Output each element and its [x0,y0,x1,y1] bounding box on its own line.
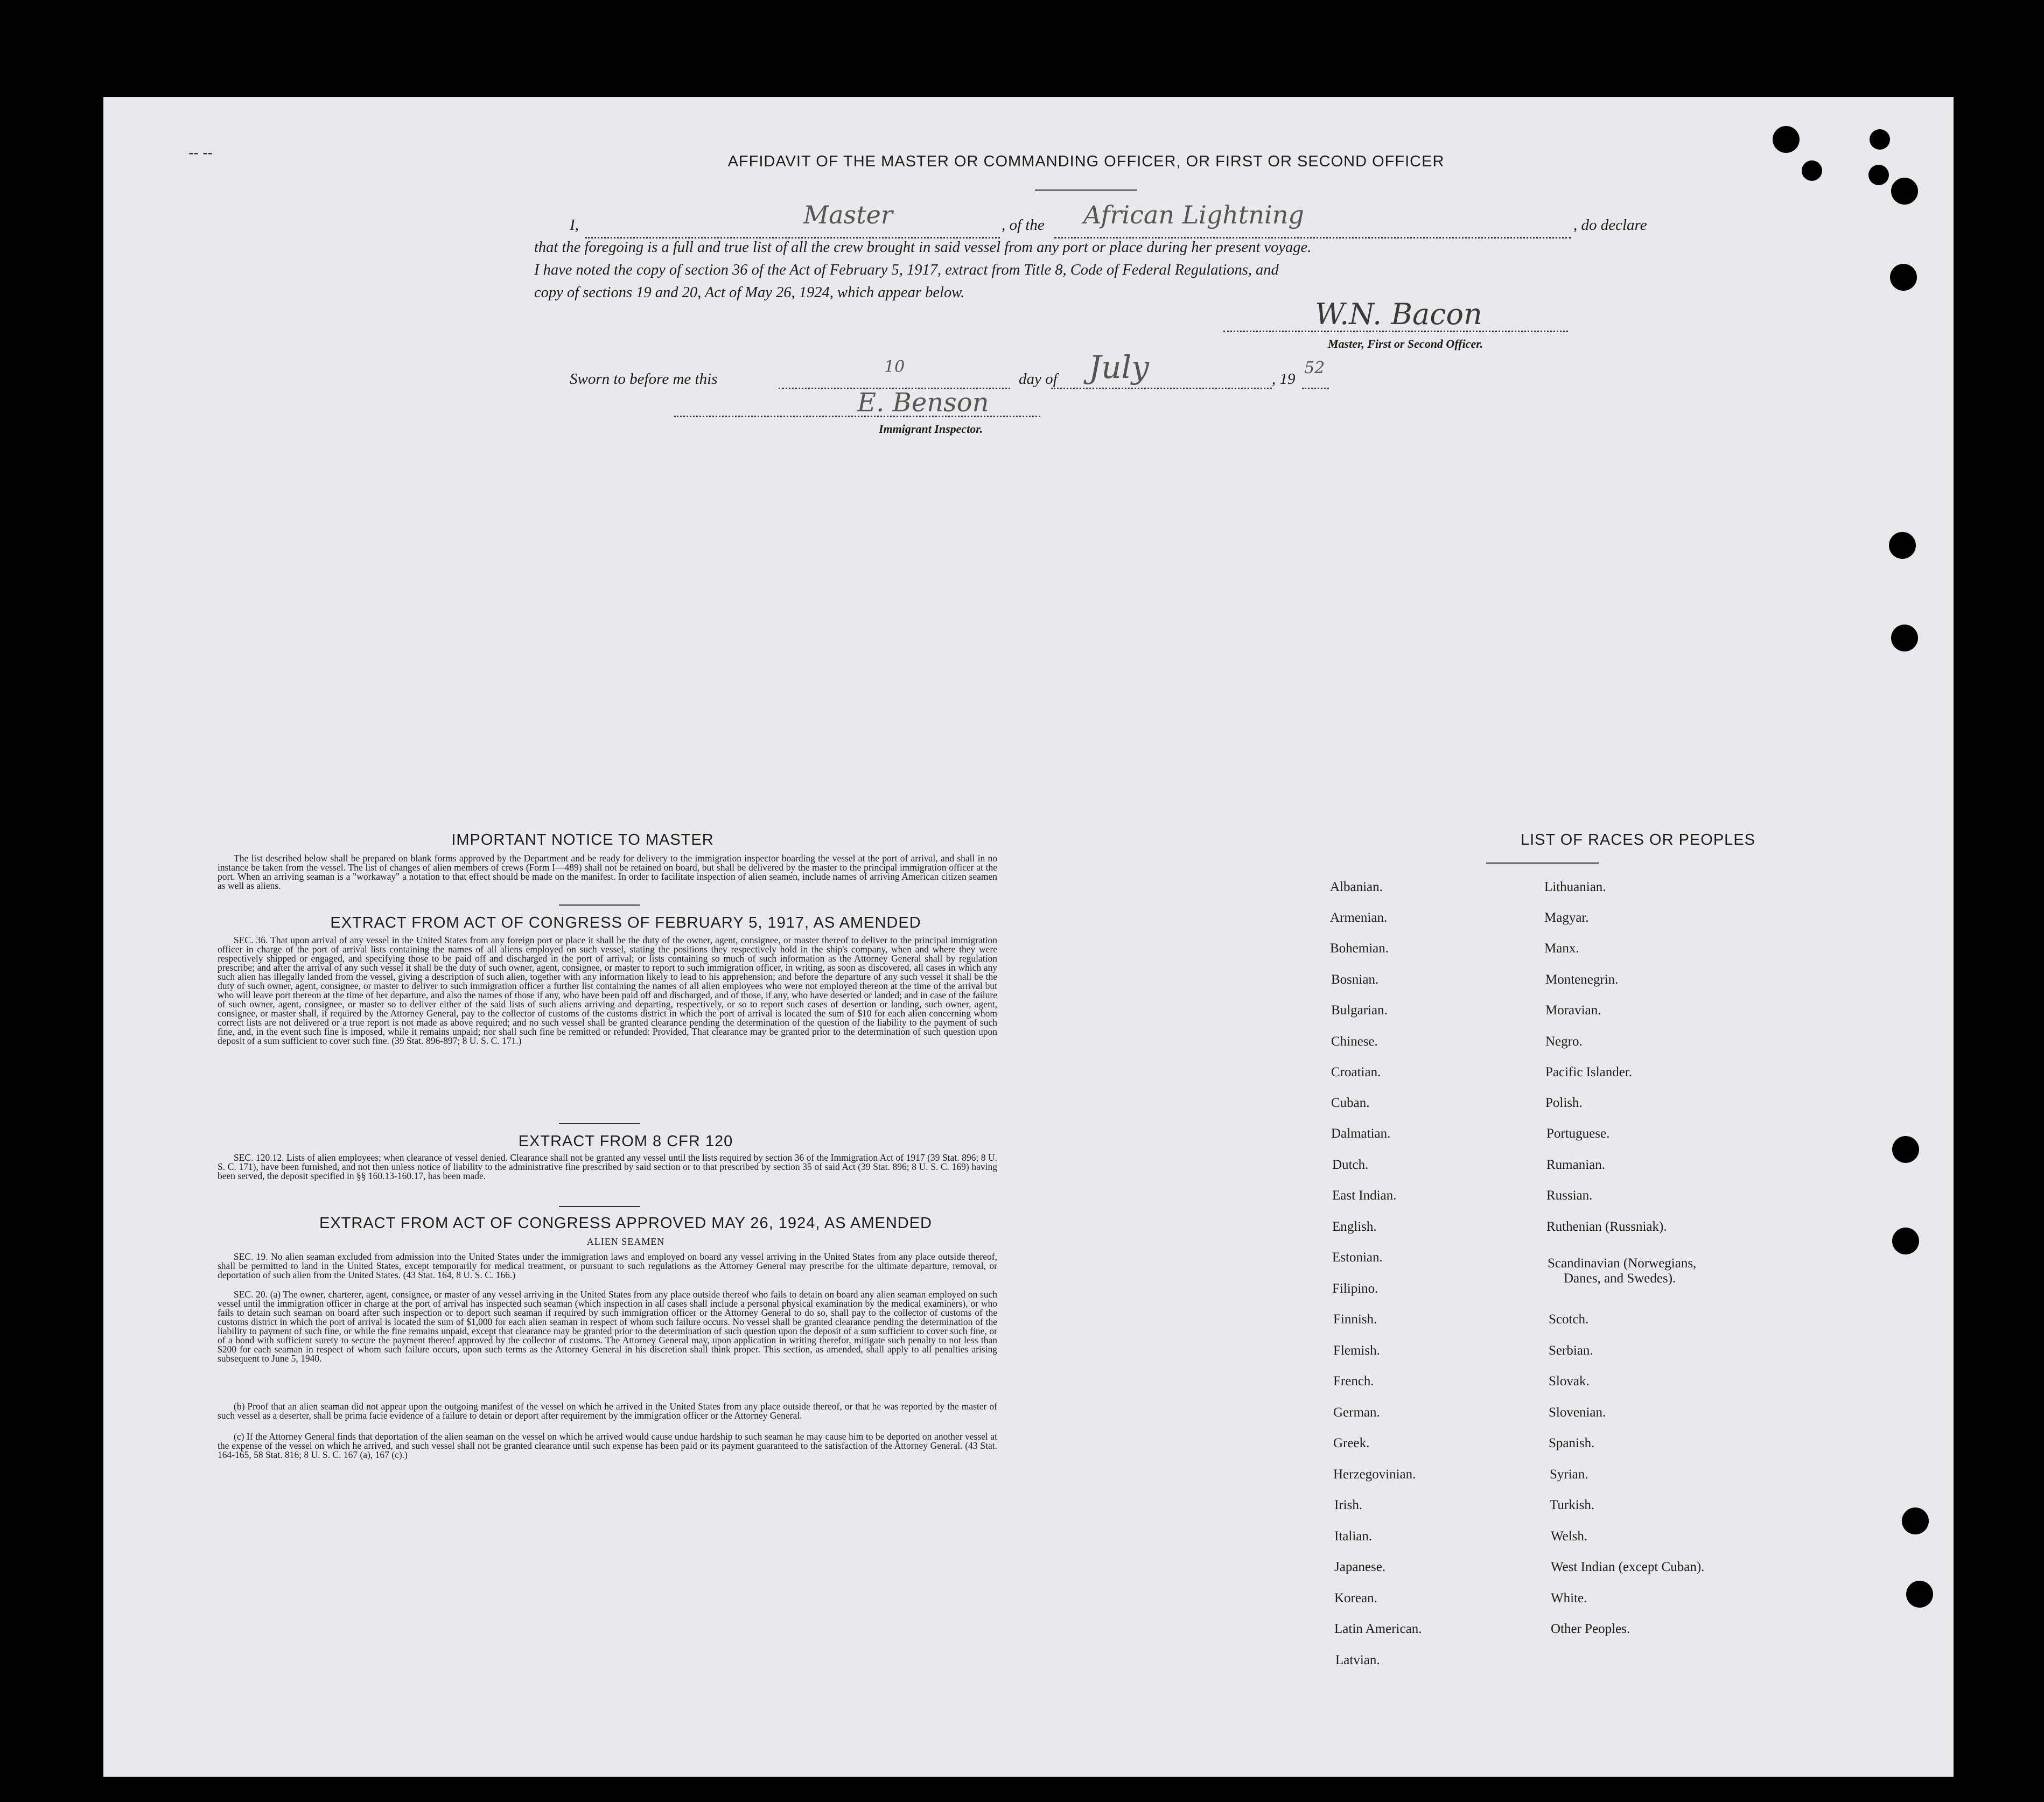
race-item: Bohemian. [1330,941,1389,956]
race-item: Moravian. [1545,1003,1601,1018]
race-item: Dalmatian. [1331,1126,1391,1141]
race-item: Finnish. [1333,1312,1377,1327]
notice-body: The list described below shall be prepared on blank forms approved by the Department and be ready for delivery to the immigration inspector boarding the vessel at the port of arrival, and shall in no instance be taken from the vessel. The list of changes of alien members of crews (Form I—489) shall not be retained on board, but shall be delivered by the master to the principal immigration officer at the port. When an arriving seaman is a "workaway" a notation to that effect should be made on the manifest. In order to facilitate inspection of alien seamen, include names of arriving American citizen seamen as well as aliens. [218,853,997,891]
race-item: English. [1332,1219,1377,1234]
race-item: Spanish. [1549,1436,1595,1450]
alien-seamen-subtitle: ALIEN SEAMEN [586,1236,665,1247]
race-item: Manx. [1544,941,1579,956]
race-item: German. [1333,1405,1380,1420]
race-item: Japanese. [1334,1560,1386,1574]
divider [559,1123,640,1124]
race-item: Scandinavian (Norwegians, [1548,1256,1697,1271]
race-item: Herzegovinian. [1333,1467,1416,1482]
punch-hole-icon [1892,1136,1919,1163]
divider [559,904,640,906]
handwritten-year: 52 [1304,359,1325,377]
sec-20a: SEC. 20. (a) The owner, charterer, agent, consignee, or master of any vessel arriving in the United States from any place outside thereof who fails to detain on board any alien seaman employed on such vessel until the immigration officer in charge at the port of arrival has inspected such seaman (which inspection in all cases shall include a personal physical examination by the medical examiners), or who fails to detain such seaman on board after such inspection or to deport such seaman if required by such immigration officer or the Attorney General to do so, shall pay to the collector of customs of the customs district in which the port of arrival is located the sum of $1,000 for each alien seaman in respect of whom such failure occurs. No vessel shall be granted clearance pending the determination of the liability to payment of such fine, or while the fine remains unpaid, except that clearance may be granted prior to the determination of such question upon the deposit of a sum sufficient to cover such fine, or of a bond with sufficient surety to secure the payment thereof approved by the collector of customs. The Attorney General may, upon application in writing therefor, mitigate such penalty to not less than $200 for each seaman in respect of whom such failure occurs, upon such terms as the Attorney General in his discretion shall think proper. This section, as amended, shall apply to all penalties arising subsequent to June 5, 1940. [218,1289,997,1364]
race-item: Pacific Islander. [1545,1065,1633,1079]
race-item: Montenegrin. [1545,972,1619,987]
race-item: Russian. [1546,1188,1593,1203]
punch-hole-icon [1890,264,1917,291]
race-item: Slovak. [1549,1374,1590,1389]
handwritten-master: Master [803,200,893,229]
affidavit-line-i: I, [570,216,579,234]
race-item: Estonian. [1332,1250,1383,1265]
race-item: Slovenian. [1549,1405,1606,1420]
document-sheet [103,97,1954,1777]
handwritten-day: 10 [884,357,905,376]
punch-hole-icon [1891,178,1918,205]
name-fill-line [585,219,1000,239]
punch-hole-icon [1870,129,1890,150]
divider [1035,190,1137,191]
race-item: Dutch. [1332,1158,1369,1172]
year-prefix: , 19 [1272,370,1296,388]
race-item: Chinese. [1331,1034,1378,1049]
race-item: Rumanian. [1546,1158,1606,1172]
extract-1924-title: EXTRACT FROM ACT OF CONGRESS APPROVED MAY 26, 1924, AS AMENDED [319,1215,932,1232]
race-item: White. [1551,1591,1587,1605]
punch-hole-icon [1889,532,1916,559]
inspector-caption: Immigrant Inspector. [879,422,983,436]
corner-mark: -- -- [188,144,213,161]
race-item: Magyar. [1544,910,1589,925]
affidavit-line-4: copy of sections 19 and 20, Act of May 26, 1924, which appear below. [534,284,965,301]
handwritten-month: July [1089,349,1149,385]
race-item: Serbian. [1549,1343,1593,1358]
race-item: Bosnian. [1331,972,1379,987]
punch-hole-icon [1868,165,1889,185]
affidavit-of-the: , of the [1002,216,1045,234]
race-item: Scotch. [1549,1312,1589,1327]
affidavit-declare: , do declare [1573,216,1647,234]
extract-cfr-title: EXTRACT FROM 8 CFR 120 [518,1133,733,1150]
master-signature: W.N. Bacon [1315,297,1482,331]
race-item: Cuban. [1331,1096,1370,1110]
race-item: Armenian. [1330,910,1388,925]
race-item: Greek. [1333,1436,1370,1450]
race-item: Welsh. [1551,1529,1588,1544]
punch-hole-icon [1891,625,1918,651]
race-item: Irish. [1334,1498,1363,1512]
race-item: Korean. [1334,1591,1377,1605]
race-item: Portuguese. [1546,1126,1610,1141]
race-item: West Indian (except Cuban). [1551,1560,1705,1574]
extract-cfr-body: SEC. 120.12. Lists of alien employees; when clearance of vessel denied. Clearance shall not be granted any vessel until the lists required by section 36 of the Immigration Act of 1917 (39 Stat. 896; 8 U. S. C. 171), have been furnished, and not then unless notice of liability to the administrative fine prescribed by said section or to that prescribed by section 35 of said Act (39 Stat. 896; 8 U. S. C. 169) having been served, the deposit specified in §§ 160.13-160.17, has been made. [218,1152,997,1181]
punch-hole-icon [1773,126,1800,153]
race-item: Syrian. [1550,1467,1588,1482]
sec-20b: (b) Proof that an alien seaman did not appear upon the outgoing manifest of the vessel on which he arrived in the United States from any place outside thereof, or that he was reported by the master of such vessel as a deserter, shall be prima facie evidence of a failure to detain or deport after requirement by the immigration officer or the Attorney General. [218,1401,997,1421]
handwritten-vessel: African Lightning [1083,200,1304,229]
divider [559,1206,640,1207]
signature-line [1223,329,1568,332]
race-item: Filipino. [1332,1281,1378,1296]
race-item: Latin American. [1334,1622,1422,1636]
extract-1917-title: EXTRACT FROM ACT OF CONGRESS OF FEBRUARY 5, 1917, AS AMENDED [330,914,921,931]
extract-1917-body: SEC. 36. That upon arrival of any vessel in the United States from any foreign port or place it shall be the duty of the owner, agent, consignee, or master thereof to deliver to the principal immigration officer in charge of the port of arrival lists containing the names of all aliens employed on such vessel, stating the positions they respectively hold in the ship's company, when and where they were respectively shipped or engaged, and specifying those to be paid off and discharged in the port of arrival; or lists containing so much of such information as the Attorney General shall by regulation prescribe; and after the arrival of any such vessel it shall be the duty of such owner, agent, consignee, or master to report to such immigration officer, in writing, as soon as discovered, all cases in which any such alien has illegally landed from the vessel, giving a description of such alien, together with any information likely to lead to his apprehension; and before the departure of any such vessel it shall be the duty of such owner, agent, consignee, or master to deliver to such immigration officer a further list containing the names of all alien employees who were not employed thereon at the time of the arrival but who will leave port thereon at the time of her departure, and also the names of those if any, who have been paid off and discharged, and of those, if any, who have deserted or landed; and in case of the failure of such owner, agent, consignee, or master so to deliver either of the said lists of such aliens arriving and departing, respectively, or so to report such cases of desertion or landing, such owner, agent, consignee, or master shall, if required by the Attorney General, pay to the collector of customs of the customs district in which the port of arrival is located the sum of $10 for each alien concerning whom correct lists are not delivered or a true report is not made as above required; and no such vessel shall be granted clearance pending the determination of the question of the liability to the payment of such fine, and, in the event such fine is imposed, while it remains unpaid; nor shall such fine be remitted or refunded: Provided, That clearance may be granted prior to the determination of such question upon deposit of a sum sufficient to cover such fine. (39 Stat. 896-897; 8 U. S. C. 171.) [218,935,997,1046]
notice-title: IMPORTANT NOTICE TO MASTER [451,831,714,849]
race-item: Other Peoples. [1551,1622,1630,1636]
race-item: Ruthenian (Russniak). [1546,1219,1667,1234]
race-item: Latvian. [1335,1653,1380,1667]
inspector-signature-line [674,415,1040,417]
punch-hole-icon [1902,1507,1929,1534]
punch-hole-icon [1892,1228,1919,1254]
divider [1486,863,1599,864]
month-fill-line [1051,371,1272,389]
race-item: Polish. [1545,1096,1583,1110]
sec-20c: (c) If the Attorney General finds that deportation of the alien seaman on the vessel on which he arrived would cause undue hardship to such seaman he may cause him to be deported on another vessel at the expense of the vessel on which he arrived, and such vessel shall not be granted clearance until such expense has been paid or its payment guaranteed to the satisfaction of the Attorney General. (43 Stat. 164-165, 58 Stat. 816; 8 U. S. C. 167 (a), 167 (c).) [218,1431,997,1460]
race-item: East Indian. [1332,1188,1397,1203]
inspector-signature: E. Benson [857,388,989,418]
race-item: Negro. [1545,1034,1583,1049]
affidavit-title: AFFIDAVIT OF THE MASTER OR COMMANDING OFFICER, OR FIRST OR SECOND OFFICER [727,153,1445,170]
sec-19: SEC. 19. No alien seaman excluded from admission into the United States under the immigration laws and employed on board any vessel arriving in the United States from any place outside thereof, shall be permitted to land in the United States, except temporarily for medical treatment, or pursuant to such regulations as the Attorney General may prescribe for the ultimate departure, removal, or deportation of such alien from the United States. (43 Stat. 164, 8 U. S. C. 166.) [218,1251,997,1280]
punch-hole-icon [1906,1581,1933,1608]
race-item: Flemish. [1333,1343,1380,1358]
race-item: Lithuanian. [1544,880,1606,894]
affidavit-line-2: that the foregoing is a full and true list of all the crew brought in said vessel from any port or place during her present voyage. [534,239,1312,256]
race-item: French. [1333,1374,1374,1389]
master-caption: Master, First or Second Officer. [1328,337,1483,350]
sworn-prefix: Sworn to before me this [570,370,718,388]
race-item: Bulgarian. [1331,1003,1388,1018]
affidavit-line-3: I have noted the copy of section 36 of the Act of February 5, 1917, extract from Title 8, Code of Federal Regulations, and [534,262,1279,278]
punch-hole-icon [1802,160,1822,181]
day-of-label: day of [1019,370,1058,388]
races-title: LIST OF RACES OR PEOPLES [1520,831,1756,849]
race-item: Turkish. [1550,1498,1595,1512]
race-item: Danes, and Swedes). [1564,1271,1676,1286]
race-item: Albanian. [1330,880,1383,894]
race-item: Italian. [1334,1529,1373,1544]
race-item: Croatian. [1331,1065,1381,1079]
